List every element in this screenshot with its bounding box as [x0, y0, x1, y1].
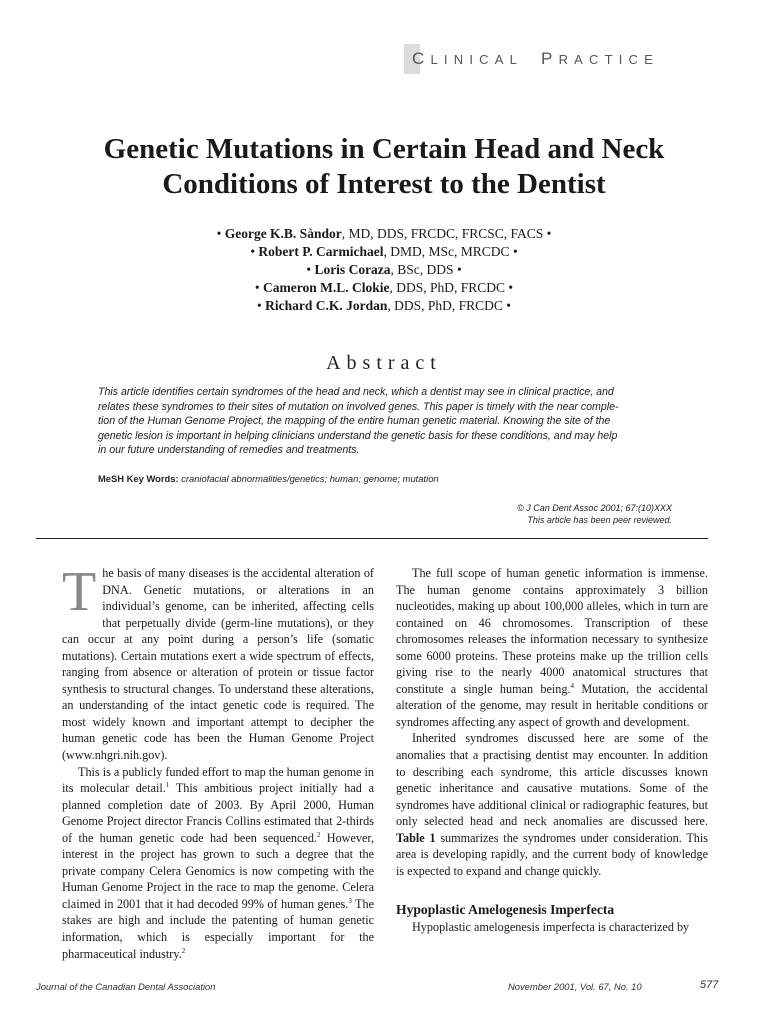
section-word-1: LINICAL: [430, 51, 524, 67]
abstract-text: [98, 385, 676, 458]
title-line-2: Conditions of Interest to the Dentist: [162, 168, 606, 200]
body-column-left: [62, 561, 375, 962]
page-number: 577: [700, 979, 719, 991]
author-credentials: , DMD, MSc, MRCDC: [383, 244, 510, 259]
author-credentials: , DDS, PhD, FRCDC: [389, 280, 506, 295]
drop-cap: T: [62, 561, 97, 623]
table-reference: Table 1: [396, 830, 436, 845]
author-name: Richard C.K. Jordan: [265, 298, 388, 313]
body-paragraph: Hypoplastic amelogenesis imperfecta is characterized by: [412, 920, 690, 935]
reference-marker: 3: [348, 896, 352, 905]
abstract-line: This article identifies certain syndromes of the head and neck, which a dentist may see in clinical practice, and: [98, 386, 614, 398]
abstract-heading: Abstract: [326, 352, 442, 374]
author-name: George K.B. Sàndor: [224, 226, 342, 241]
author-line: • Robert P. Carmichael, DMD, MSc, MRCDC •: [250, 244, 518, 259]
footer-journal-name: Journal of the Canadian Dental Association: [36, 981, 216, 992]
abstract-line: tion of the Human Genome Project, the mapping of the entire human genetic material. Knowing the site of the: [98, 415, 611, 428]
author-credentials: , DDS, PhD, FRCDC: [387, 298, 503, 313]
section-cap-1: C: [412, 49, 431, 68]
mesh-label: MeSH Key Words:: [98, 473, 179, 484]
body-paragraph: The full scope of human genetic information is immense. The human genome contains approximately 3 billion nucleotides, making up about 100,000 alleles, which in turn are contained on 46 chromosomes. Transcription of these chromosomes releases the information necessary to synthesize some 6000 proteins. These proteins make up the trillion cells giving rise to the nearly 4000 anatomical structures that constitute a single human being.$^4$ Mutation, the accidental alteration of the genome, may result in heritable conditions or syndromes affecting any aspect of growth and development.: [396, 566, 709, 729]
section-cap-2: P: [541, 49, 559, 68]
title-line-1: Genetic Mutations in Certain Head and Neck: [103, 133, 665, 165]
abstract-line: genetic lesion is important in helping clinicians understand the genetic basis for these conditions, and may help: [98, 429, 618, 442]
abstract-line: in our future understanding of remedies and treatments.: [98, 444, 360, 457]
body-column-right: [396, 565, 708, 936]
peer-review-note: This article has been peer reviewed.: [527, 515, 672, 525]
section-divider: [36, 538, 708, 539]
author-line: • Richard C.K. Jordan, DDS, PhD, FRCDC •: [256, 298, 512, 313]
reference-marker: 1: [165, 781, 170, 790]
author-credentials: , MD, DDS, FRCDC, FRCSC, FACS: [341, 226, 544, 241]
author-name: Loris Coraza: [314, 262, 391, 277]
reference-marker: 2: [181, 946, 186, 955]
body-paragraph: Inherited syndromes discussed here are some of the anomalies that a practising dentist may encounter. In addition to describing each syndrome, this article discusses known genetic inheritance and causative mutations. Some of the syndromes have additional clinical or radiographic features, but only selected head and neck anomalies are discussed here. Table 1 summarizes the syndromes under consideration. This area is developing rapidly, and the current body of knowledge is expected to expand and change quickly.: [396, 731, 708, 878]
article-title: [40, 132, 728, 202]
author-line: • George K.B. Sàndor, MD, DDS, FRCDC, FRCSC, FACS •: [216, 226, 552, 241]
section-heading: Hypoplastic Amelogenesis Imperfecta: [396, 902, 615, 918]
mesh-terms: craniofacial abnormalities/genetics; human; genome; mutation: [178, 473, 439, 484]
author-list: [80, 225, 688, 315]
author-name: Robert P. Carmichael: [258, 244, 384, 259]
abstract-line: relates these syndromes to their sites of mutation on involved genes. This paper is timely with the near comple-: [98, 400, 619, 413]
body-paragraph: The basis of many diseases is the accidental alteration of DNA. Genetic mutations, or alterations in an individual’s genome, can be inherited, affecting cells that perpetually divide (germ-line mutations), or they can occur at any point during a person’s life (somatic mutations). Certain mutations exert a wide spectrum of effects, ranging from absence or alteration of protein or tissue factor synthesis to structural changes. To understand these alterations, an understanding of the intact genetic code is required. The most widely known and important attempt to decipher the human genetic code has been the Human Genome Project (www.nhgri.nih.gov).: [62, 561, 374, 763]
author-line: • Cameron M.L. Clokie, DDS, PhD, FRCDC •: [254, 280, 514, 295]
citation-block: [372, 502, 672, 526]
citation-line: © J Can Dent Assoc 2001; 67:(10)XXX: [517, 503, 672, 513]
body-paragraph: This is a publicly funded effort to map the human genome in its molecular detail.$^1$ This ambitious project initially had a planned completion date of 2003. By April 2000, Human Genome Project director Francis Collins estimated that 2-thirds of the human genetic code had been sequenced.$^2$ However, interest in the project has grown to such a degree that the private company Celera Genomics is now competing with the Human Genome Project in the race to map the genome. Celera claimed in 2001 that it had decoded 99% of human genes.$^3$ The stakes are high and include the patenting of human genetic information, which is especially important for the pharmaceutical industry.$^2$: [62, 764, 375, 961]
author-name: Cameron M.L. Clokie: [262, 280, 390, 295]
mesh-keywords: [98, 473, 676, 484]
reference-marker: 4: [570, 681, 575, 690]
section-tag: [404, 44, 724, 74]
author-credentials: , BSc, DDS: [390, 262, 454, 277]
section-word-2: RACTICE: [558, 51, 660, 67]
author-line: • Loris Coraza, BSc, DDS •: [306, 262, 462, 277]
reference-marker: 2: [316, 830, 321, 839]
footer-issue: November 2001, Vol. 67, No. 10: [508, 981, 642, 992]
